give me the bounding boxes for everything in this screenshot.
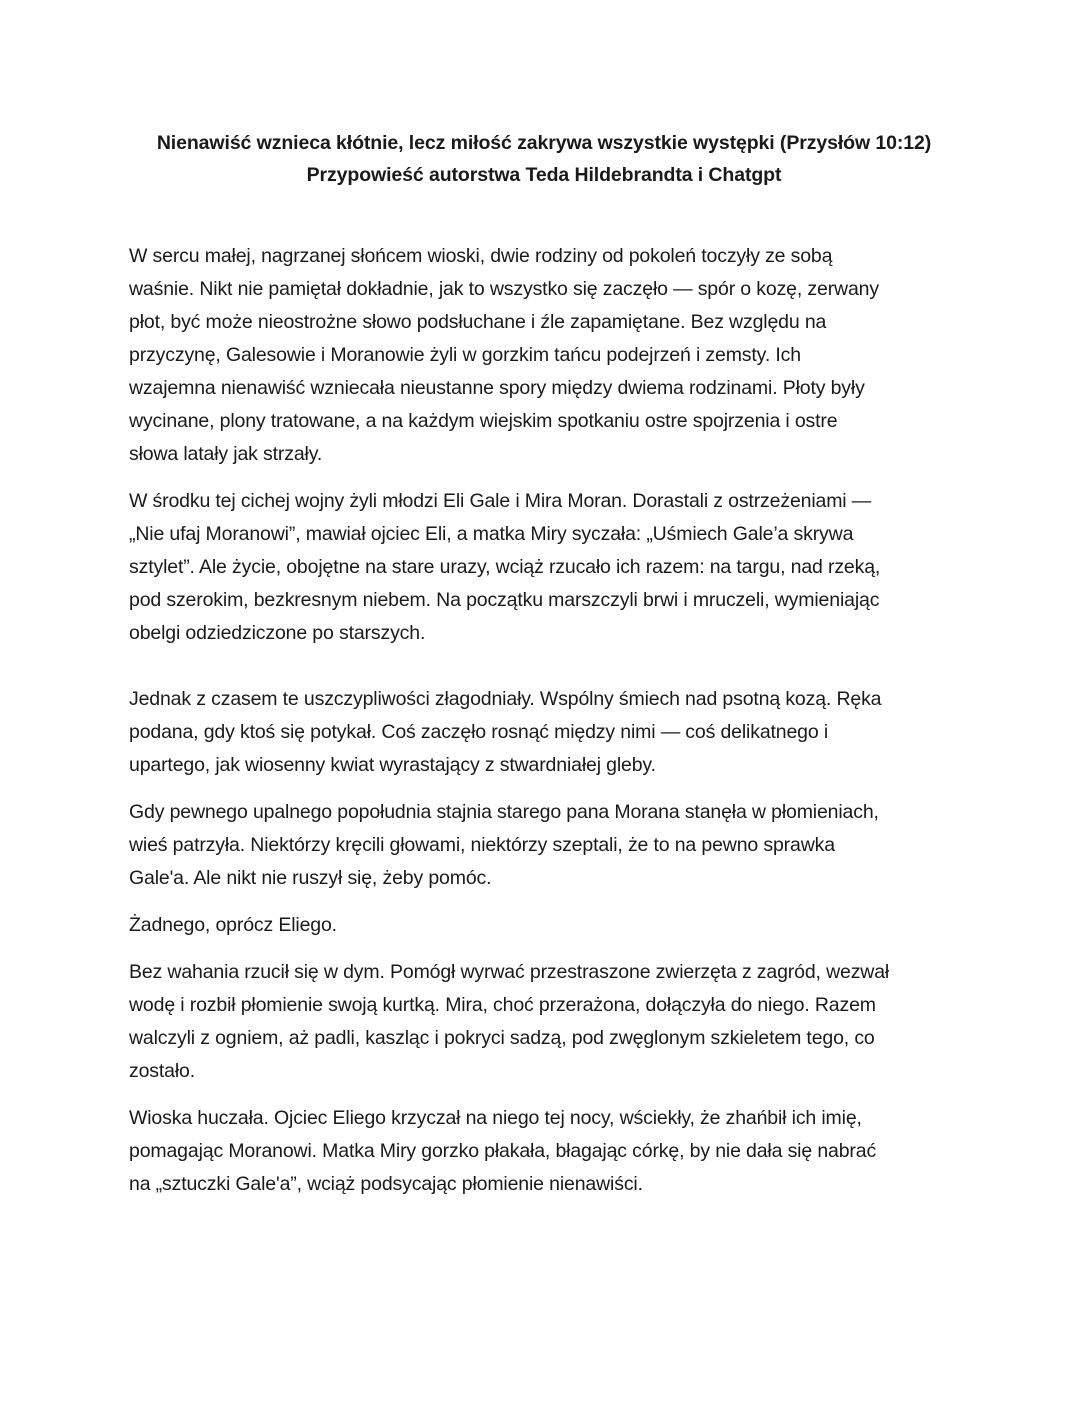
text-line: wzajemna nienawiść wzniecała nieustanne spory między dwiema rodzinami. Płoty były: [129, 377, 865, 399]
paragraph: [129, 1102, 969, 1201]
text-line: obelgi odziedziczone po starszych.: [129, 622, 426, 644]
text-line: upartego, jak wiosenny kwiat wyrastający z stwardniałej gleby.: [129, 754, 656, 776]
text-line: Żadnego, oprócz Eliego.: [129, 914, 337, 936]
text-line: „Nie ufaj Moranowi”, mawiał ojciec Eli, a matka Miry syczała: „Uśmiech Gale’a skrywa: [129, 523, 854, 545]
text-line: walczyli z ogniem, aż padli, kaszląc i pokryci sadzą, pod zwęglonym szkieletem tego, co: [129, 1027, 875, 1049]
text-line: wieś patrzyła. Niektórzy kręcili głowami, niektórzy szeptali, że to na pewno sprawka: [129, 834, 835, 856]
paragraph: [129, 240, 969, 471]
text-line: W środku tej cichej wojny żyli młodzi Eli Gale i Mira Moran. Dorastali z ostrzeżeniami —: [129, 490, 872, 512]
text-line: podana, gdy ktoś się potykał. Coś zaczęło rosnąć między nimi — coś delikatnego i: [129, 721, 829, 743]
text-line: pomagając Moranowi. Matka Miry gorzko płakała, błagając córkę, by nie dała się nabrać: [129, 1140, 877, 1162]
paragraph: [129, 909, 969, 942]
text-line: przyczynę, Galesowie i Moranowie żyli w gorzkim tańcu podejrzeń i zemsty. Ich: [129, 344, 801, 366]
text-line: płot, być może nieostrożne słowo podsłuchane i źle zapamiętane. Bez względu na: [129, 311, 827, 333]
subtitle-line: Przypowieść autorstwa Teda Hildebrandta i Chatgpt: [306, 164, 782, 186]
text-line: słowa latały jak strzały.: [129, 443, 323, 465]
text-line: Bez wahania rzucił się w dym. Pomógł wyrwać przestraszone zwierzęta z zagród, wezwał: [129, 961, 890, 983]
title-line: Nienawiść wznieca kłótnie, lecz miłość zakrywa wszystkie występki (Przysłów 10:12): [156, 132, 932, 154]
document-body: [129, 240, 969, 1215]
paragraph: [129, 956, 969, 1088]
text-line: Gdy pewnego upalnego popołudnia stajnia starego pana Morana stanęła w płomieniach,: [129, 801, 879, 823]
text-line: Wioska huczała. Ojciec Eliego krzyczał na niego tej nocy, wściekły, że zhańbił ich imię,: [129, 1107, 862, 1129]
paragraph: [129, 683, 969, 782]
text-line: pod szerokim, bezkresnym niebem. Na początku marszczyli brwi i mruczeli, wymieniając: [129, 589, 880, 611]
text-line: sztylet”. Ale życie, obojętne na stare urazy, wciąż rzucało ich razem: na targu, nad rzeką,: [129, 556, 881, 578]
text-line: Jednak z czasem te uszczypliwości złagodniały. Wspólny śmiech nad psotną kozą. Ręka: [129, 688, 882, 710]
paragraph: [129, 485, 969, 650]
text-line: na „sztuczki Gale'a”, wciąż podsycając płomienie nienawiści.: [129, 1173, 643, 1195]
text-line: waśnie. Nikt nie pamiętał dokładnie, jak to wszystko się zaczęło — spór o kozę, zerwany: [129, 278, 879, 300]
text-line: wycinane, plony tratowane, a na każdym wiejskim spotkaniu ostre spojrzenia i ostre: [129, 410, 838, 432]
text-line: Gale'a. Ale nikt nie ruszył się, żeby pomóc.: [129, 867, 492, 889]
text-line: W sercu małej, nagrzanej słońcem wioski, dwie rodziny od pokoleń toczyły ze sobą: [129, 245, 833, 267]
document-title: [118, 127, 970, 191]
paragraph: [129, 796, 969, 895]
text-line: wodę i rozbił płomienie swoją kurtką. Mira, choć przerażona, dołączyła do niego. Razem: [129, 994, 876, 1016]
text-line: zostało.: [129, 1060, 196, 1082]
